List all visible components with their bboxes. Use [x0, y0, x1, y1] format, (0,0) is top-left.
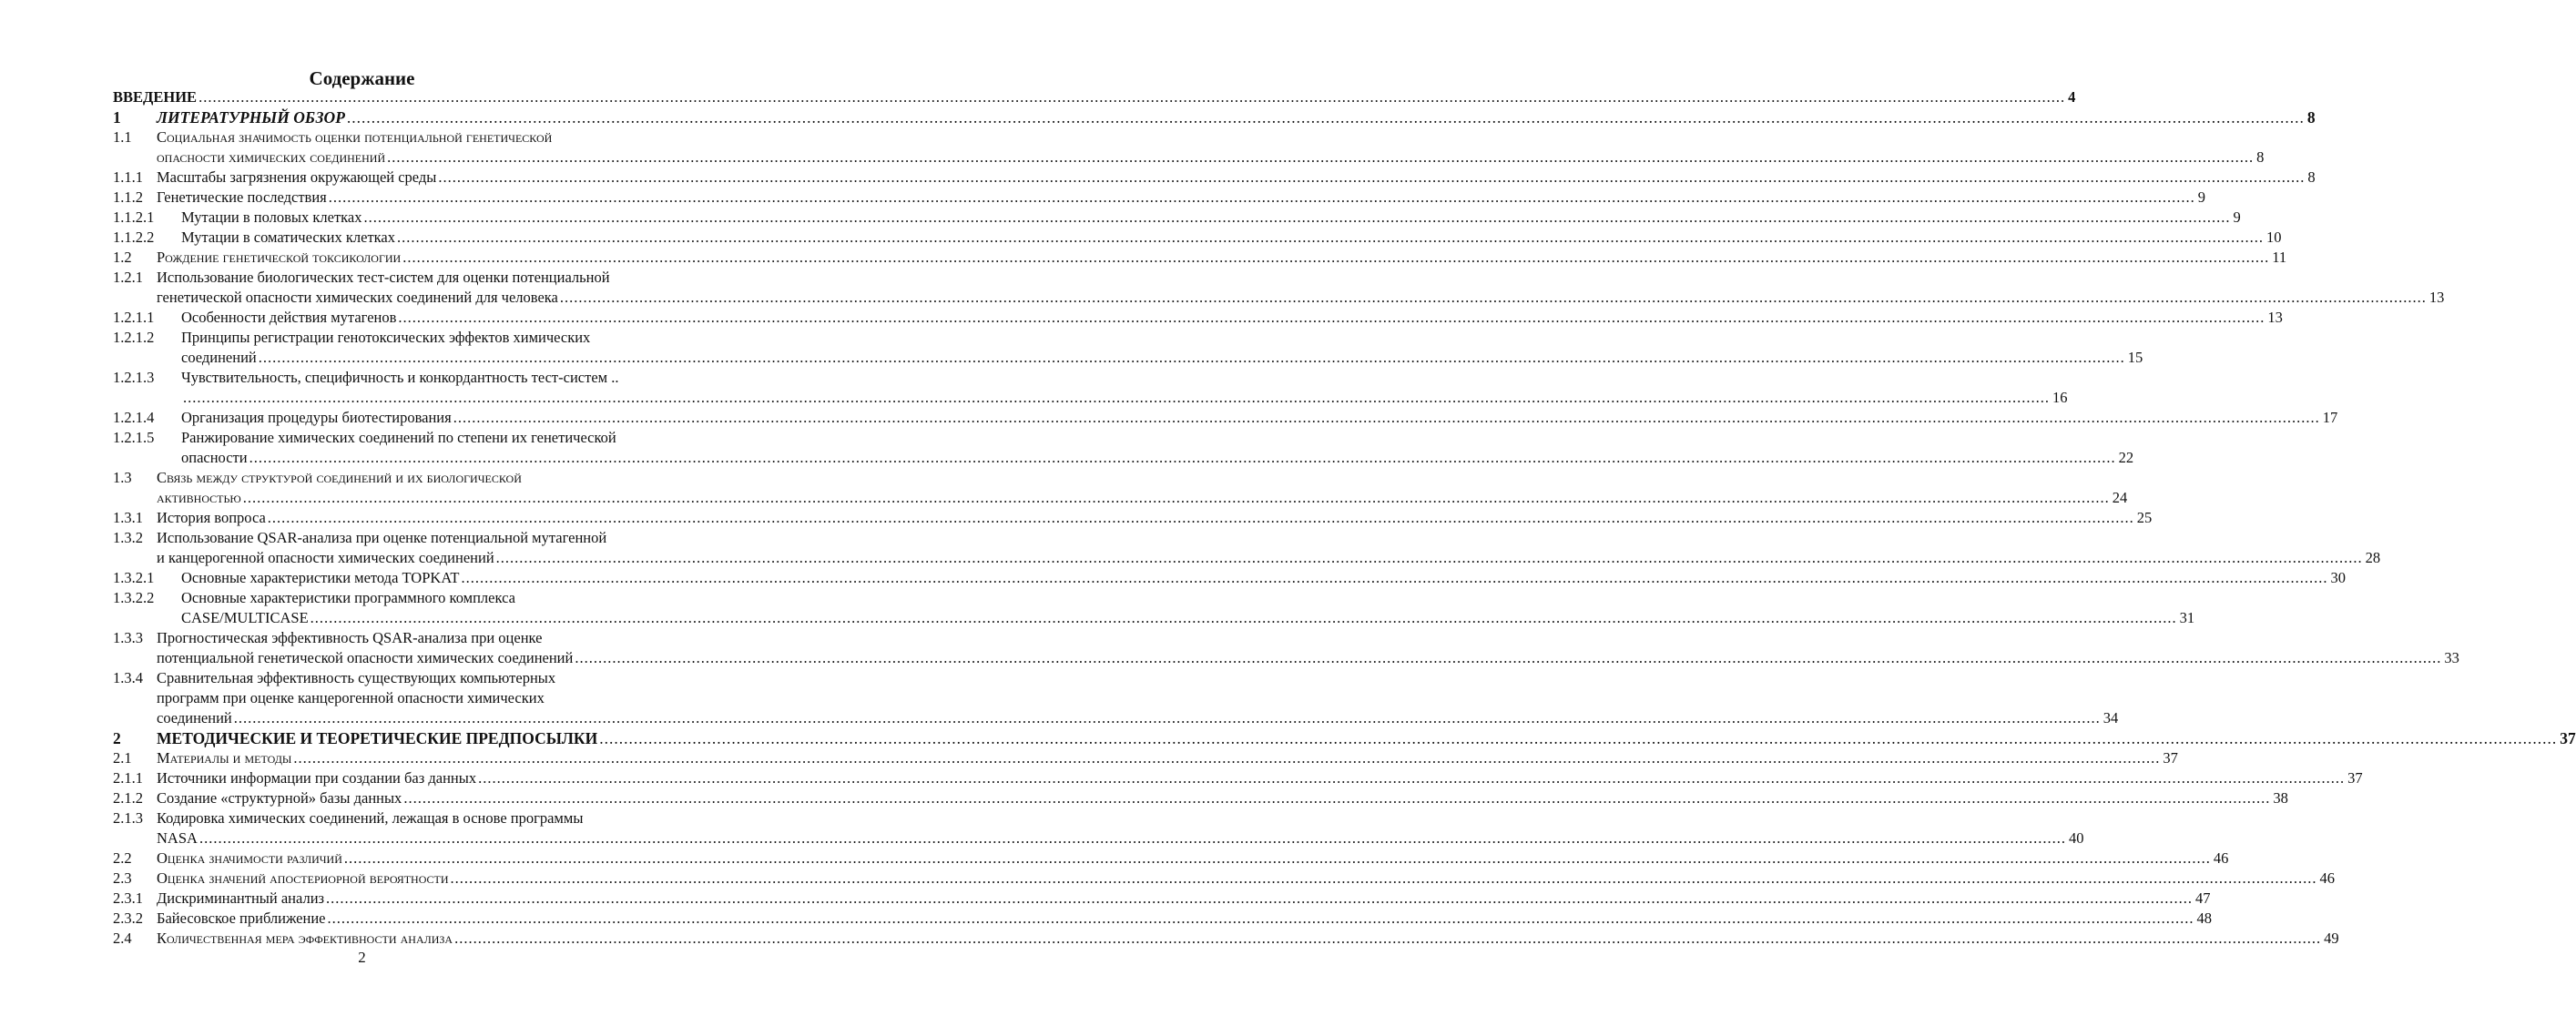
toc-entry-body: [157, 889, 2211, 909]
toc-entry-number: 2.1: [113, 749, 132, 767]
toc-entry-number: 1.1.2: [113, 188, 143, 206]
toc-entry-number: 1.1.1: [113, 168, 143, 186]
toc-entry-page: 40: [2068, 829, 2084, 847]
toc-entry-title-line: CASE/MULTICASE: [181, 609, 309, 626]
toc-entry-page: 30: [2330, 569, 2346, 586]
toc-entry-page: 24: [2112, 489, 2128, 506]
toc-entry-title-line: Использование биологических тест-систем для оценки потенциальной: [157, 269, 610, 286]
toc-entry-body: [181, 308, 2283, 328]
toc-entry-title-line: активностью: [157, 489, 241, 506]
toc-entry[interactable]: [113, 869, 2336, 889]
toc-entry-body: [181, 408, 2338, 428]
toc-entry-page: 11: [2272, 249, 2287, 266]
toc-entry-title-line: Материалы и методы: [157, 749, 292, 767]
toc-entry-title-line: Использование QSAR-анализа при оценке потенциальной мутагенной: [157, 529, 607, 546]
dot-leader: ................................................................................................................................................................................................................................................................................................................................................................................................................: [402, 249, 2270, 266]
toc-entry-page: 15: [2127, 349, 2143, 366]
toc-entry-body: [157, 668, 2119, 728]
toc-entry-body: [157, 909, 2212, 929]
toc-entry-title-line: потенциальной генетической опасности химических соединений: [157, 649, 574, 666]
dot-leader: ................................................................................................................................................................................................................................................................................................................................................................................................................: [387, 148, 2255, 166]
toc-entry-title-line: Создание «структурной» базы данных: [157, 789, 402, 807]
toc-entry-title-line: Оценка значимости различий: [157, 849, 342, 867]
toc-entry[interactable]: [113, 268, 2445, 308]
toc-entry[interactable]: [113, 728, 2576, 748]
toc-entry-title-line: Социальная значимость оценки потенциальной генетической: [157, 128, 553, 146]
toc-entry[interactable]: [113, 508, 2153, 528]
toc-entry[interactable]: [113, 408, 2338, 428]
table-of-contents: [113, 87, 2576, 949]
toc-entry-body: [157, 528, 2381, 568]
toc-entry-page: 48: [2196, 909, 2212, 927]
toc-entry-number: 2.4: [113, 930, 132, 947]
dot-leader: ................................................................................................................................................................................................................................................................................................................................................................................................................: [453, 409, 2320, 426]
toc-entry-body: [157, 869, 2336, 889]
toc-entry-number: 1.2.1.3: [113, 369, 155, 386]
toc-entry-number: 1.2.1: [113, 269, 143, 286]
toc-entry-number: 1.3.1: [113, 509, 143, 526]
toc-entry-title-line: и канцерогенной опасности химических соединений: [157, 549, 494, 566]
toc-entry-number: 1.3.2.1: [113, 569, 155, 586]
toc-entry-page: 13: [2267, 309, 2283, 326]
toc-entry[interactable]: [113, 107, 2316, 127]
toc-entry-title-line: соединений: [181, 349, 257, 366]
toc-entry-body: [181, 588, 2195, 628]
dot-leader: ................................................................................................................................................................................................................................................................................................................................................................................................................: [599, 729, 2558, 747]
toc-entry-body: [157, 728, 2576, 748]
toc-entry[interactable]: [113, 127, 2265, 168]
dot-leader: ................................................................................................................................................................................................................................................................................................................................................................................................................: [450, 869, 2317, 887]
toc-entry-number: 1.1.2.2: [113, 229, 155, 246]
toc-entry-number: 2.1.2: [113, 789, 143, 807]
dot-leader: ................................................................................................................................................................................................................................................................................................................................................................................................................: [363, 208, 2231, 226]
dot-leader: ................................................................................................................................................................................................................................................................................................................................................................................................................: [328, 188, 2195, 206]
toc-entry-body: [157, 168, 2316, 188]
toc-entry-title-line: Оценка значений апостериорной вероятности: [157, 869, 449, 887]
toc-entry[interactable]: [113, 228, 2282, 248]
toc-entry-body: [181, 368, 2068, 408]
toc-entry-number: 1.2.1.5: [113, 429, 155, 446]
toc-entry-title-line: Дискриминантный анализ: [157, 889, 325, 907]
dot-leader: ................................................................................................................................................................................................................................................................................................................................................................................................................: [199, 829, 2066, 847]
toc-entry-body: [157, 268, 2445, 308]
toc-entry-page: 47: [2195, 889, 2211, 907]
toc-entry[interactable]: [113, 668, 2119, 728]
toc-entry[interactable]: [113, 87, 2076, 107]
dot-leader: ................................................................................................................................................................................................................................................................................................................................................................................................................: [403, 789, 2271, 807]
toc-entry-title-line: Прогностическая эффективность QSAR-анализа при оценке: [157, 629, 543, 646]
toc-entry-title-line: Источники информации при создании баз данных: [157, 769, 477, 787]
toc-entry[interactable]: [113, 208, 2241, 228]
page-title: Содержание: [309, 67, 415, 89]
dot-leader: ................................................................................................................................................................................................................................................................................................................................................................................................................: [343, 849, 2211, 867]
toc-entry[interactable]: [113, 328, 2143, 368]
toc-entry-title-line: История вопроса: [157, 509, 266, 526]
dot-leader: ................................................................................................................................................................................................................................................................................................................................................................................................................: [575, 649, 2442, 666]
toc-entry-page: 37: [2163, 749, 2178, 767]
toc-entry-title-line: Кодировка химических соединений, лежащая в основе программы: [157, 809, 584, 827]
toc-entry-title-line: Связь между структурой соединений и их биологической: [157, 469, 522, 486]
toc-entry[interactable]: [113, 168, 2316, 188]
toc-entry-title-line: соединений: [157, 709, 232, 726]
dot-leader: ................................................................................................................................................................................................................................................................................................................................................................................................................: [454, 930, 2322, 947]
toc-entry-body: [157, 808, 2084, 848]
toc-entry-page: 31: [2179, 609, 2195, 626]
toc-entry-page: 4: [2068, 88, 2076, 106]
dot-leader: ................................................................................................................................................................................................................................................................................................................................................................................................................: [249, 449, 2116, 466]
toc-entry-page: 9: [2197, 188, 2205, 206]
dot-leader: ................................................................................................................................................................................................................................................................................................................................................................................................................: [267, 509, 2134, 526]
toc-entry-number: 1: [113, 108, 121, 127]
toc-entry-number: 2.3.2: [113, 909, 143, 927]
toc-entry-page: 8: [2306, 108, 2316, 127]
toc-entry-title-line: NASA: [157, 829, 198, 847]
toc-entry[interactable]: [113, 628, 2459, 668]
toc-entry[interactable]: [113, 929, 2339, 949]
dot-leader: ................................................................................................................................................................................................................................................................................................................................................................................................................: [478, 769, 2346, 787]
toc-entry-number: 1.2: [113, 249, 132, 266]
dot-leader: ................................................................................................................................................................................................................................................................................................................................................................................................................: [559, 289, 2427, 306]
toc-entry-page: 46: [2213, 849, 2229, 867]
toc-entry-number: 2.1.3: [113, 809, 143, 827]
toc-entry-page: 13: [2428, 289, 2445, 306]
toc-entry-page: 37: [2347, 769, 2363, 787]
toc-entry-number: 1.3.4: [113, 669, 143, 686]
toc-entry[interactable]: [113, 528, 2381, 568]
toc-entry[interactable]: [113, 188, 2205, 208]
toc-entry-title-line: Количественная мера эффективности анализа: [157, 930, 453, 947]
toc-entry-number: 2: [113, 729, 121, 747]
toc-entry-title-line: Особенности действия мутагенов: [181, 309, 397, 326]
toc-entry-title-line: Основные характеристики программного комплекса: [181, 589, 515, 606]
toc-entry-body: [157, 248, 2287, 268]
toc-entry-title-line: Мутации в соматических клетках: [181, 229, 396, 246]
toc-entry-title-line: Организация процедуры биотестирования: [181, 409, 452, 426]
toc-entry[interactable]: [113, 808, 2084, 848]
page-number: 2: [358, 949, 366, 966]
toc-entry-number: 1.3.3: [113, 629, 143, 646]
dot-leader: ................................................................................................................................................................................................................................................................................................................................................................................................................: [242, 489, 2110, 506]
toc-entry-page: 28: [2365, 549, 2381, 566]
toc-entry[interactable]: [113, 588, 2195, 628]
toc-entry-title-line: Мутации в половых клетках: [181, 208, 362, 226]
toc-entry-body: [157, 188, 2205, 208]
dot-leader: ................................................................................................................................................................................................................................................................................................................................................................................................................: [199, 88, 2066, 106]
toc-entry-number: 2.3: [113, 869, 132, 887]
dot-leader: ................................................................................................................................................................................................................................................................................................................................................................................................................: [326, 889, 2194, 907]
toc-entry-body: [181, 208, 2241, 228]
toc-entry-body: [181, 228, 2282, 248]
toc-entry-page: 17: [2322, 409, 2338, 426]
toc-entry-page: 34: [2103, 709, 2119, 726]
toc-entry-number: 1.1.2.1: [113, 208, 155, 226]
toc-entry-page: 16: [2052, 389, 2068, 406]
toc-entry-body: [157, 788, 2288, 808]
toc-entry-number: 1.2.1.1: [113, 309, 155, 326]
toc-entry-number: 2.1.1: [113, 769, 143, 787]
toc-entry-title-line: программ при оценке канцерогенной опасности химических: [157, 689, 545, 706]
dot-leader: ................................................................................................................................................................................................................................................................................................................................................................................................................: [293, 749, 2161, 767]
toc-entry-body: [113, 87, 2076, 107]
toc-entry-page: 25: [2136, 509, 2153, 526]
toc-entry-body: [157, 107, 2316, 127]
toc-entry-page: 38: [2273, 789, 2288, 807]
dot-leader: ................................................................................................................................................................................................................................................................................................................................................................................................................: [310, 609, 2177, 626]
dot-leader: ................................................................................................................................................................................................................................................................................................................................................................................................................: [461, 569, 2328, 586]
toc-entry-title-line: Рождение генетической токсикологии: [157, 249, 402, 266]
toc-entry-body: [157, 508, 2153, 528]
toc-entry-body: [181, 428, 2134, 468]
toc-entry-page: 10: [2266, 229, 2282, 246]
toc-entry-number: 1.2.1.2: [113, 329, 155, 346]
toc-entry-body: [157, 748, 2178, 768]
dot-leader: ................................................................................................................................................................................................................................................................................................................................................................................................................: [233, 709, 2101, 726]
toc-entry-page: 33: [2444, 649, 2459, 666]
toc-entry-title-line: ЛИТЕРАТУРНЫЙ ОБЗОР: [157, 108, 345, 127]
toc-entry-page: 46: [2319, 869, 2336, 887]
toc-entry-title-line: МЕТОДИЧЕСКИЕ И ТЕОРЕТИЧЕСКИЕ ПРЕДПОСЫЛКИ: [157, 729, 598, 747]
toc-entry-body: [157, 929, 2339, 949]
toc-entry-body: [157, 848, 2229, 869]
toc-entry-number: 1.3: [113, 469, 132, 486]
toc-entry-body: [157, 127, 2265, 168]
toc-entry-title-line: генетической опасности химических соединений для человека: [157, 289, 558, 306]
toc-entry-number: 1.3.2: [113, 529, 143, 546]
toc-entry[interactable]: [113, 788, 2288, 808]
toc-entry-body: [157, 468, 2128, 508]
toc-entry-number: 2.3.1: [113, 889, 143, 907]
toc-entry-title-line: Сравнительная эффективность существующих компьютерных: [157, 669, 556, 686]
toc-entry-title-line: Ранжирование химических соединений по степени их генетической: [181, 429, 616, 446]
toc-entry-number: 1.1: [113, 128, 132, 146]
toc-entry-title-line: Байесовское приближение: [157, 909, 326, 927]
toc-entry-page: 49: [2324, 930, 2339, 947]
dot-leader: ................................................................................................................................................................................................................................................................................................................................................................................................................: [495, 549, 2363, 566]
toc-entry-title-line: Масштабы загрязнения окружающей среды: [157, 168, 437, 186]
toc-entry[interactable]: [113, 468, 2128, 508]
dot-leader: ................................................................................................................................................................................................................................................................................................................................................................................................................: [258, 349, 2125, 366]
toc-entry-title-line: опасности химических соединений: [157, 148, 386, 166]
dot-leader: ................................................................................................................................................................................................................................................................................................................................................................................................................: [183, 389, 2050, 406]
toc-entry[interactable]: [113, 368, 2068, 408]
toc-entry-title-line: Принципы регистрации генотоксических эффектов химических: [181, 329, 591, 346]
toc-entry-body: [181, 568, 2346, 588]
toc-entry-body: [157, 768, 2363, 788]
toc-entry-page: 8: [2307, 168, 2316, 186]
toc-entry-title-line: Чувствительность, специфичность и конкордантность тест-систем ..: [181, 369, 619, 386]
toc-entry-number: 1.3.2.2: [113, 589, 155, 606]
toc-entry[interactable]: [113, 768, 2363, 788]
dot-leader: ................................................................................................................................................................................................................................................................................................................................................................................................................: [327, 909, 2194, 927]
dot-leader: ................................................................................................................................................................................................................................................................................................................................................................................................................: [346, 108, 2305, 127]
toc-entry-page: 9: [2233, 208, 2241, 226]
toc-entry-page: 8: [2256, 148, 2265, 166]
toc-entry-body: [181, 328, 2143, 368]
toc-entry[interactable]: [113, 889, 2211, 909]
toc-entry-title-line: Основные характеристики метода TOPKAT: [181, 569, 460, 586]
toc-entry[interactable]: [113, 248, 2287, 268]
dot-leader: ................................................................................................................................................................................................................................................................................................................................................................................................................: [398, 309, 2265, 326]
toc-entry-title-line: Генетические последствия: [157, 188, 327, 206]
toc-entry-page: 22: [2118, 449, 2134, 466]
toc-entry[interactable]: [113, 848, 2229, 869]
toc-entry-number: 2.2: [113, 849, 132, 867]
toc-entry[interactable]: [113, 568, 2346, 588]
toc-entry[interactable]: [113, 748, 2178, 768]
dot-leader: ................................................................................................................................................................................................................................................................................................................................................................................................................: [438, 168, 2306, 186]
toc-entry-title-line: опасности: [181, 449, 248, 466]
toc-entry[interactable]: [113, 909, 2212, 929]
toc-entry-page: 37: [2560, 729, 2576, 747]
toc-entry-title-line: ВВЕДЕНИЕ: [113, 88, 198, 106]
dot-leader: ................................................................................................................................................................................................................................................................................................................................................................................................................: [397, 229, 2265, 246]
toc-entry[interactable]: [113, 428, 2134, 468]
toc-entry-number: 1.2.1.4: [113, 409, 155, 426]
toc-entry[interactable]: [113, 308, 2283, 328]
toc-entry-body: [157, 628, 2459, 668]
